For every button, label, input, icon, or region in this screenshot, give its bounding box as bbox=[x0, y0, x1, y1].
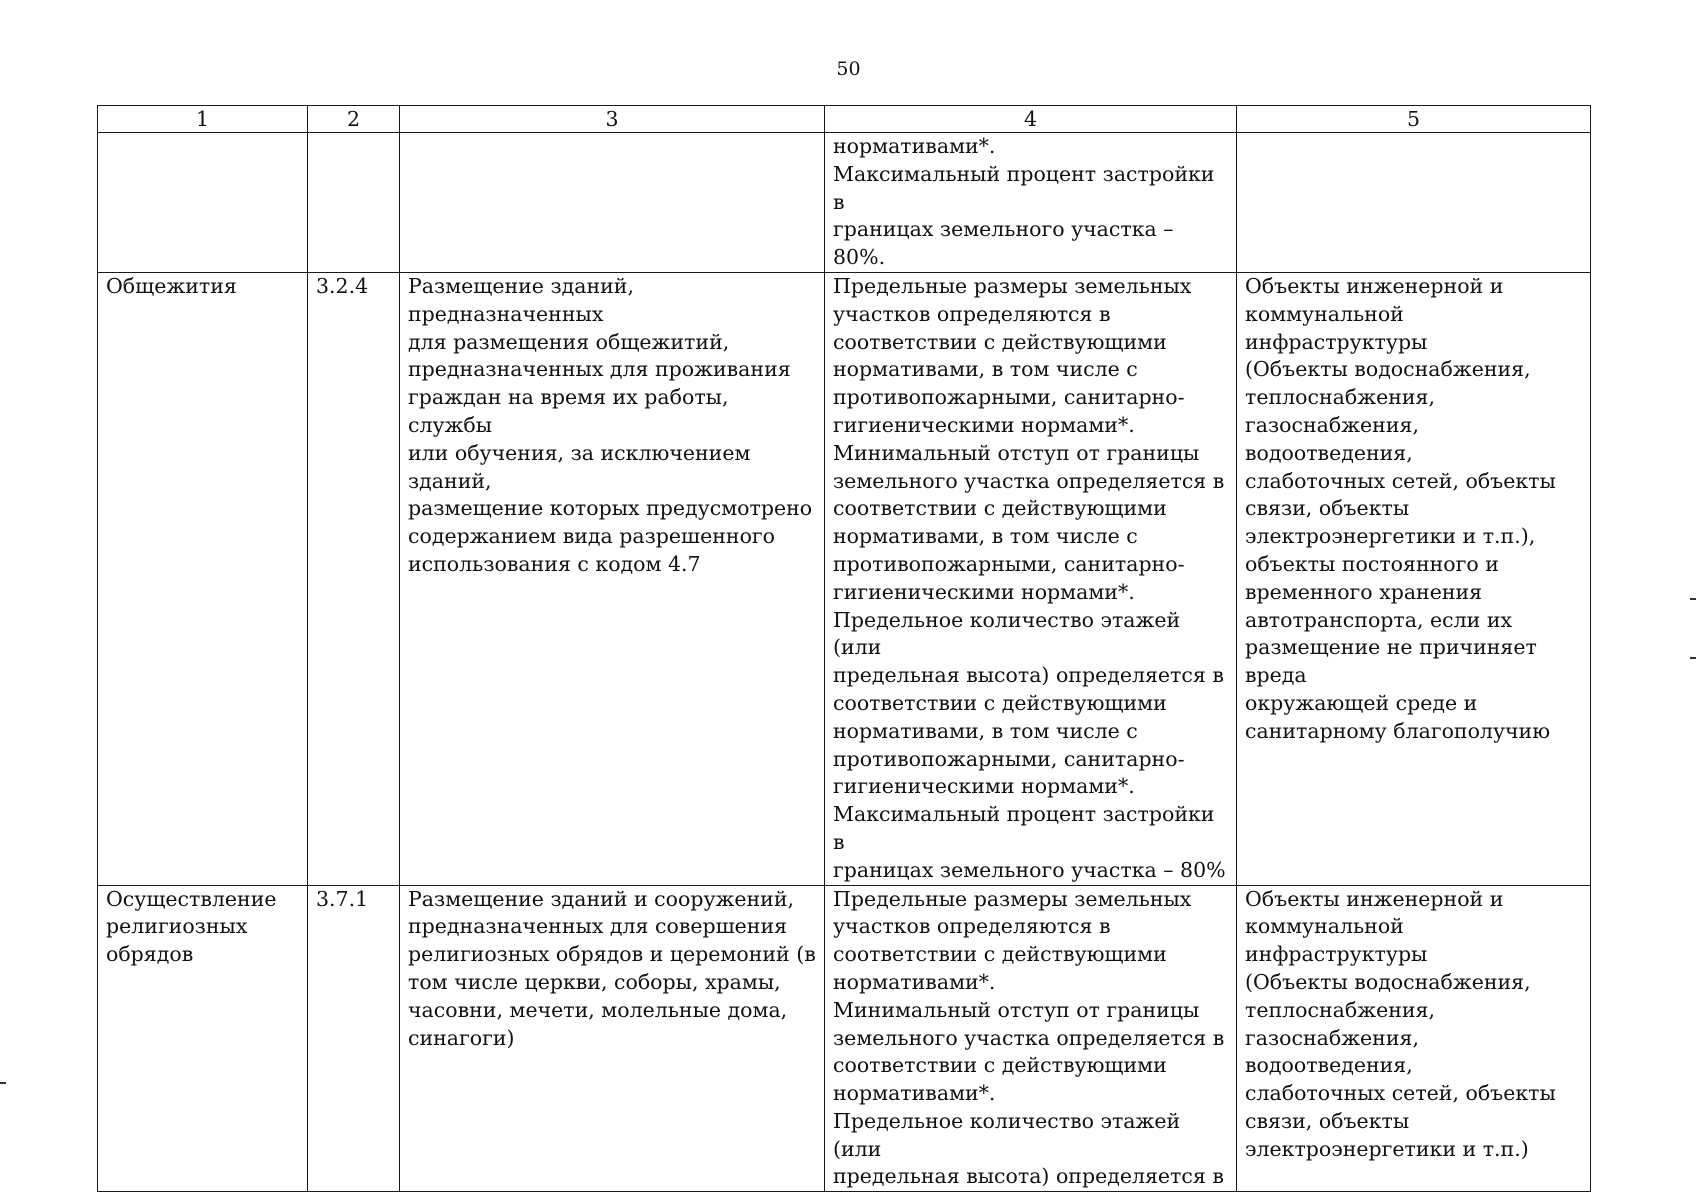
header-col-2: 2 bbox=[308, 106, 400, 133]
text-line: использования с кодом 4.7 bbox=[408, 551, 701, 576]
text-line: для размещения общежитий, bbox=[408, 329, 730, 354]
text-line: религиозных bbox=[106, 914, 248, 939]
text-line: размещение которых предусмотрено bbox=[408, 496, 813, 521]
cell-auxiliary-objects bbox=[1237, 133, 1591, 273]
text-line: газоснабжения, водоотведения, bbox=[1245, 412, 1419, 465]
text-line: соответствии с действующими bbox=[833, 690, 1167, 715]
text-line: часовни, мечети, молельные дома, bbox=[408, 997, 788, 1022]
text-line: синагоги) bbox=[408, 1025, 515, 1050]
text-line: соответствии с действующими bbox=[833, 329, 1167, 354]
text-line: границах земельного участка – 80% bbox=[833, 857, 1226, 882]
text-line: коммунальной инфраструктуры bbox=[1245, 914, 1428, 967]
text-line: газоснабжения, водоотведения, bbox=[1245, 1025, 1419, 1078]
text-line: предельная высота) определяется в bbox=[833, 663, 1224, 688]
cell-auxiliary-objects bbox=[1237, 272, 1591, 885]
text-line: (Объекты водоснабжения, bbox=[1245, 969, 1531, 994]
text-line: соответствии с действующими bbox=[833, 496, 1167, 521]
header-col-1: 1 bbox=[98, 106, 308, 133]
scan-edge-mark bbox=[1690, 657, 1696, 659]
text-line: Размещение зданий, предназначенных bbox=[408, 273, 634, 326]
cell-parameters bbox=[825, 272, 1237, 885]
cell-activity-code bbox=[308, 272, 400, 885]
text-line: Максимальный процент застройки в bbox=[833, 161, 1215, 214]
header-col-4: 4 bbox=[825, 106, 1237, 133]
text-line: автотранспорта, если их bbox=[1245, 607, 1513, 632]
header-row bbox=[98, 106, 1591, 133]
text-line: Объекты инженерной и bbox=[1245, 273, 1504, 298]
page-number: 50 bbox=[836, 58, 861, 80]
text-line: гигиеническими нормами*. bbox=[833, 774, 1135, 799]
text-line: коммунальной инфраструктуры bbox=[1245, 301, 1428, 354]
cell-activity-name bbox=[98, 133, 308, 273]
text-line: электроэнергетики и т.п.) bbox=[1245, 1136, 1529, 1161]
cell-auxiliary-objects bbox=[1237, 885, 1591, 1192]
text-line: Минимальный отступ от границы bbox=[833, 440, 1200, 465]
text-line: 3.2.4 bbox=[316, 273, 369, 298]
table-row bbox=[98, 885, 1591, 1192]
text-line: границах земельного участка – 80%. bbox=[833, 217, 1174, 270]
text-line: санитарному благополучию bbox=[1245, 718, 1551, 743]
text-line: Осуществление bbox=[106, 886, 277, 911]
text-line: нормативами, в том числе с bbox=[833, 357, 1138, 382]
text-line: Объекты инженерной и bbox=[1245, 886, 1504, 911]
cell-activity-name bbox=[98, 272, 308, 885]
text-line: земельного участка определяется в bbox=[833, 468, 1225, 493]
text-line: Максимальный процент застройки в bbox=[833, 802, 1215, 854]
text-line: объекты постоянного и bbox=[1245, 551, 1499, 576]
header-col-3: 3 bbox=[400, 106, 825, 133]
text-line: Предельные размеры земельных bbox=[833, 273, 1192, 298]
text-line: противопожарными, санитарно- bbox=[833, 746, 1185, 771]
text-line: теплоснабжения, bbox=[1245, 385, 1435, 410]
table-row bbox=[98, 133, 1591, 273]
text-line: том числе церкви, соборы, храмы, bbox=[408, 969, 781, 994]
cell-activity-code bbox=[308, 133, 400, 273]
zoning-table bbox=[97, 105, 1591, 1192]
text-line: участков определяются в bbox=[833, 301, 1111, 326]
text-line: нормативами*. bbox=[833, 134, 996, 158]
text-line: связи, объекты bbox=[1245, 1108, 1410, 1133]
text-line: (Объекты водоснабжения, bbox=[1245, 357, 1531, 382]
scan-edge-mark bbox=[1690, 598, 1696, 600]
text-line: нормативами, в том числе с bbox=[833, 524, 1138, 549]
text-line: Предельное количество этажей (или bbox=[833, 607, 1181, 660]
text-line: Размещение зданий и сооружений, bbox=[408, 886, 794, 911]
text-line: участков определяются в bbox=[833, 914, 1111, 939]
table-row bbox=[98, 272, 1591, 885]
text-line: противопожарными, санитарно- bbox=[833, 551, 1185, 576]
text-line: обрядов bbox=[106, 942, 194, 967]
text-line: слаботочных сетей, объекты bbox=[1245, 468, 1556, 493]
text-line: 3.7.1 bbox=[316, 886, 369, 911]
cell-activity-name bbox=[98, 885, 308, 1192]
cell-activity-code bbox=[308, 885, 400, 1192]
text-line: земельного участка определяется в bbox=[833, 1025, 1225, 1050]
text-line: электроэнергетики и т.п.), bbox=[1245, 524, 1536, 549]
text-line: Предельное количество этажей (или bbox=[833, 1108, 1181, 1161]
text-line: связи, объекты bbox=[1245, 496, 1410, 521]
cell-description bbox=[400, 272, 825, 885]
text-line: нормативами, в том числе с bbox=[833, 718, 1138, 743]
text-line: соответствии с действующими bbox=[833, 942, 1167, 967]
text-line: Общежития bbox=[106, 273, 237, 298]
text-line: граждан на время их работы, службы bbox=[408, 385, 729, 437]
text-line: размещение не причиняет вреда bbox=[1245, 635, 1537, 688]
text-line: нормативами*. bbox=[833, 969, 996, 994]
text-line: гигиеническими нормами*. bbox=[833, 412, 1135, 437]
text-line: предельная высота) определяется в bbox=[833, 1164, 1224, 1189]
header-col-5: 5 bbox=[1237, 106, 1591, 133]
text-line: соответствии с действующими bbox=[833, 1053, 1167, 1078]
text-line: Предельные размеры земельных bbox=[833, 886, 1192, 911]
text-line: теплоснабжения, bbox=[1245, 997, 1435, 1022]
text-line: временного хранения bbox=[1245, 579, 1483, 604]
text-line: предназначенных для проживания bbox=[408, 357, 791, 382]
text-line: нормативами*. bbox=[833, 1081, 996, 1106]
text-line: предназначенных для совершения bbox=[408, 914, 788, 939]
scan-edge-mark bbox=[0, 1082, 6, 1084]
text-line: религиозных обрядов и церемоний (в bbox=[408, 942, 816, 967]
text-line: гигиеническими нормами*. bbox=[833, 579, 1135, 604]
text-line: или обучения, за исключением зданий, bbox=[408, 440, 751, 493]
text-line: слаботочных сетей, объекты bbox=[1245, 1081, 1556, 1106]
text-line: содержанием вида разрешенного bbox=[408, 524, 775, 549]
text-line: противопожарными, санитарно- bbox=[833, 385, 1185, 410]
cell-parameters bbox=[825, 133, 1237, 273]
cell-parameters bbox=[825, 885, 1237, 1192]
text-line: Минимальный отступ от границы bbox=[833, 997, 1200, 1022]
cell-description bbox=[400, 133, 825, 273]
text-line: окружающей среде и bbox=[1245, 690, 1478, 715]
cell-description bbox=[400, 885, 825, 1192]
